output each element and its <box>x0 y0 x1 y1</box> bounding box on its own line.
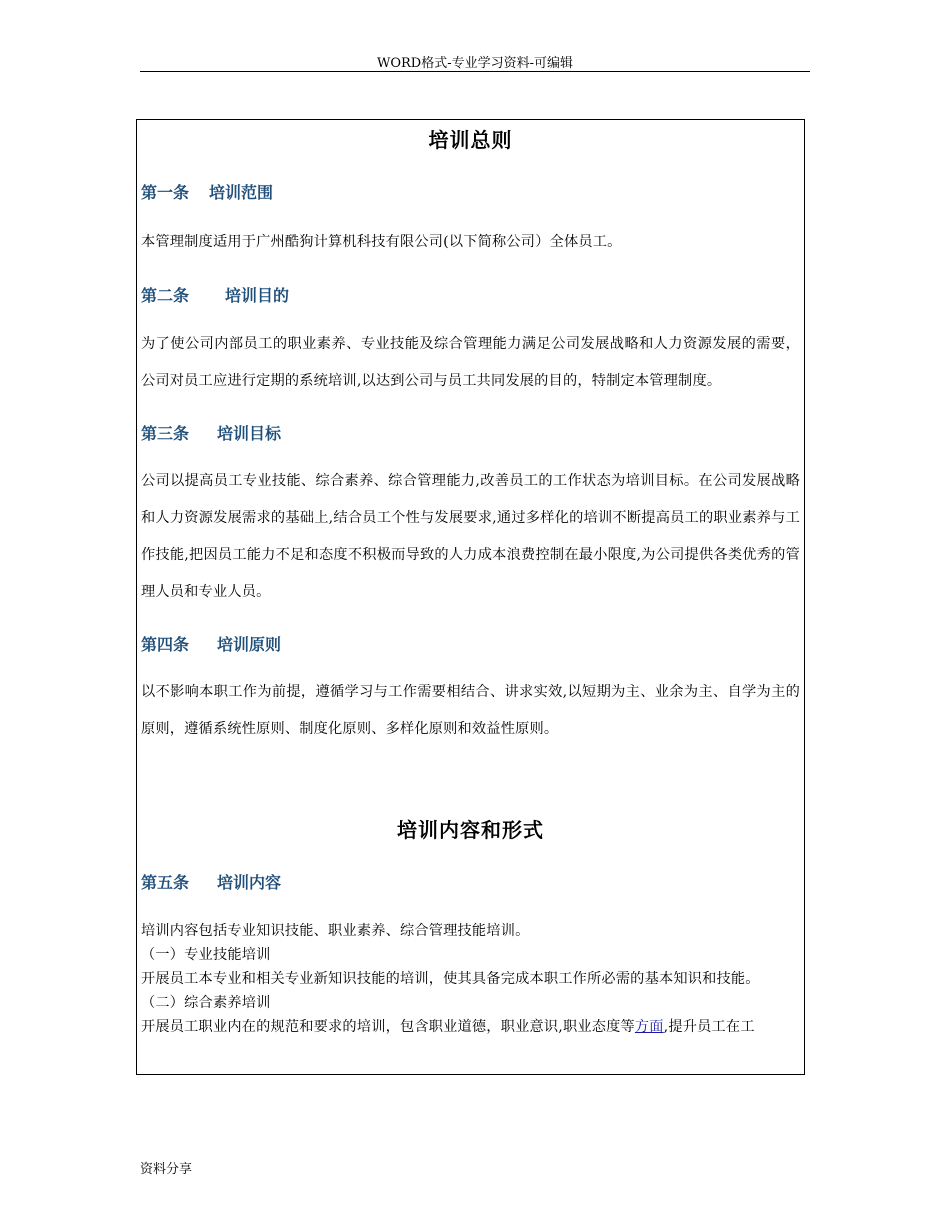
aspect-link[interactable]: 方面 <box>634 1019 664 1035</box>
item-heading: （二）综合素养培训 <box>141 995 271 1011</box>
header-rule <box>140 71 810 72</box>
article-name: 培训目的 <box>225 286 290 305</box>
article-body-3: 公司以提高员工专业技能、综合素养、综合管理能力,改善员工的工作状态为培训目标。在公司发展战略和人力资源发展需求的基础上,结合员工个性与发展要求,通过多样化的培训不断提高员工的职业素养与工作技能,把因员工能力不足和态度不积极而导致的人力成本浪费控制在最小限度,为公司提供各类优秀的管理人员和专业人员。 <box>141 473 800 600</box>
article-body-4: 以不影响本职工作为前提，遵循学习与工作需要相结合、讲求实效,以短期为主、业余为主、自学为主的原则，遵循系统性原则、制度化原则、多样化原则和效益性原则。 <box>141 684 800 737</box>
article-intro: 培训内容包括专业知识技能、职业素养、综合管理技能培训。 <box>141 923 530 939</box>
article-number: 第二条 <box>141 286 190 305</box>
article-heading-2 <box>141 283 800 306</box>
section-title-general: 培训总则 <box>428 128 513 152</box>
article-heading-4 <box>141 632 800 655</box>
item-text: 开展员工职业内在的规范和要求的培训，包含职业道德，职业意识,职业态度等方面,提升员工在工 <box>141 1019 755 1035</box>
article-name: 培训原则 <box>217 635 282 654</box>
article-heading-3 <box>141 421 800 444</box>
article-body-2: 为了使公司内部员工的职业素养、专业技能及综合管理能力满足公司发展战略和人力资源发展的需要，公司对员工应进行定期的系统培训,以达到公司与员工共同发展的目的，特制定本管理制度。 <box>141 336 800 389</box>
section-title-content: 培训内容和形式 <box>397 818 544 842</box>
article-heading-5 <box>141 870 800 893</box>
article-number: 第五条 <box>141 873 190 892</box>
article-body-5 <box>141 919 800 1039</box>
article-heading-1 <box>141 180 800 203</box>
page-header: WORD格式-专业学习资料-可编辑 <box>376 56 574 71</box>
article-name: 培训范围 <box>209 183 274 202</box>
page-footer: 资料分享 <box>140 1162 193 1177</box>
item-heading: （一）专业技能培训 <box>141 947 271 963</box>
item-text: 开展员工本专业和相关专业新知识技能的培训，使其具备完成本职工作所必需的基本知识和技能。 <box>141 971 760 987</box>
article-number: 第四条 <box>141 635 190 654</box>
article-number: 第三条 <box>141 424 190 443</box>
article-name: 培训内容 <box>217 873 282 892</box>
article-body-1: 本管理制度适用于广州酷狗计算机科技有限公司(以下简称公司）全体员工。 <box>141 234 622 250</box>
article-name: 培训目标 <box>217 424 282 443</box>
content-box <box>136 119 805 1075</box>
article-number: 第一条 <box>141 183 190 202</box>
